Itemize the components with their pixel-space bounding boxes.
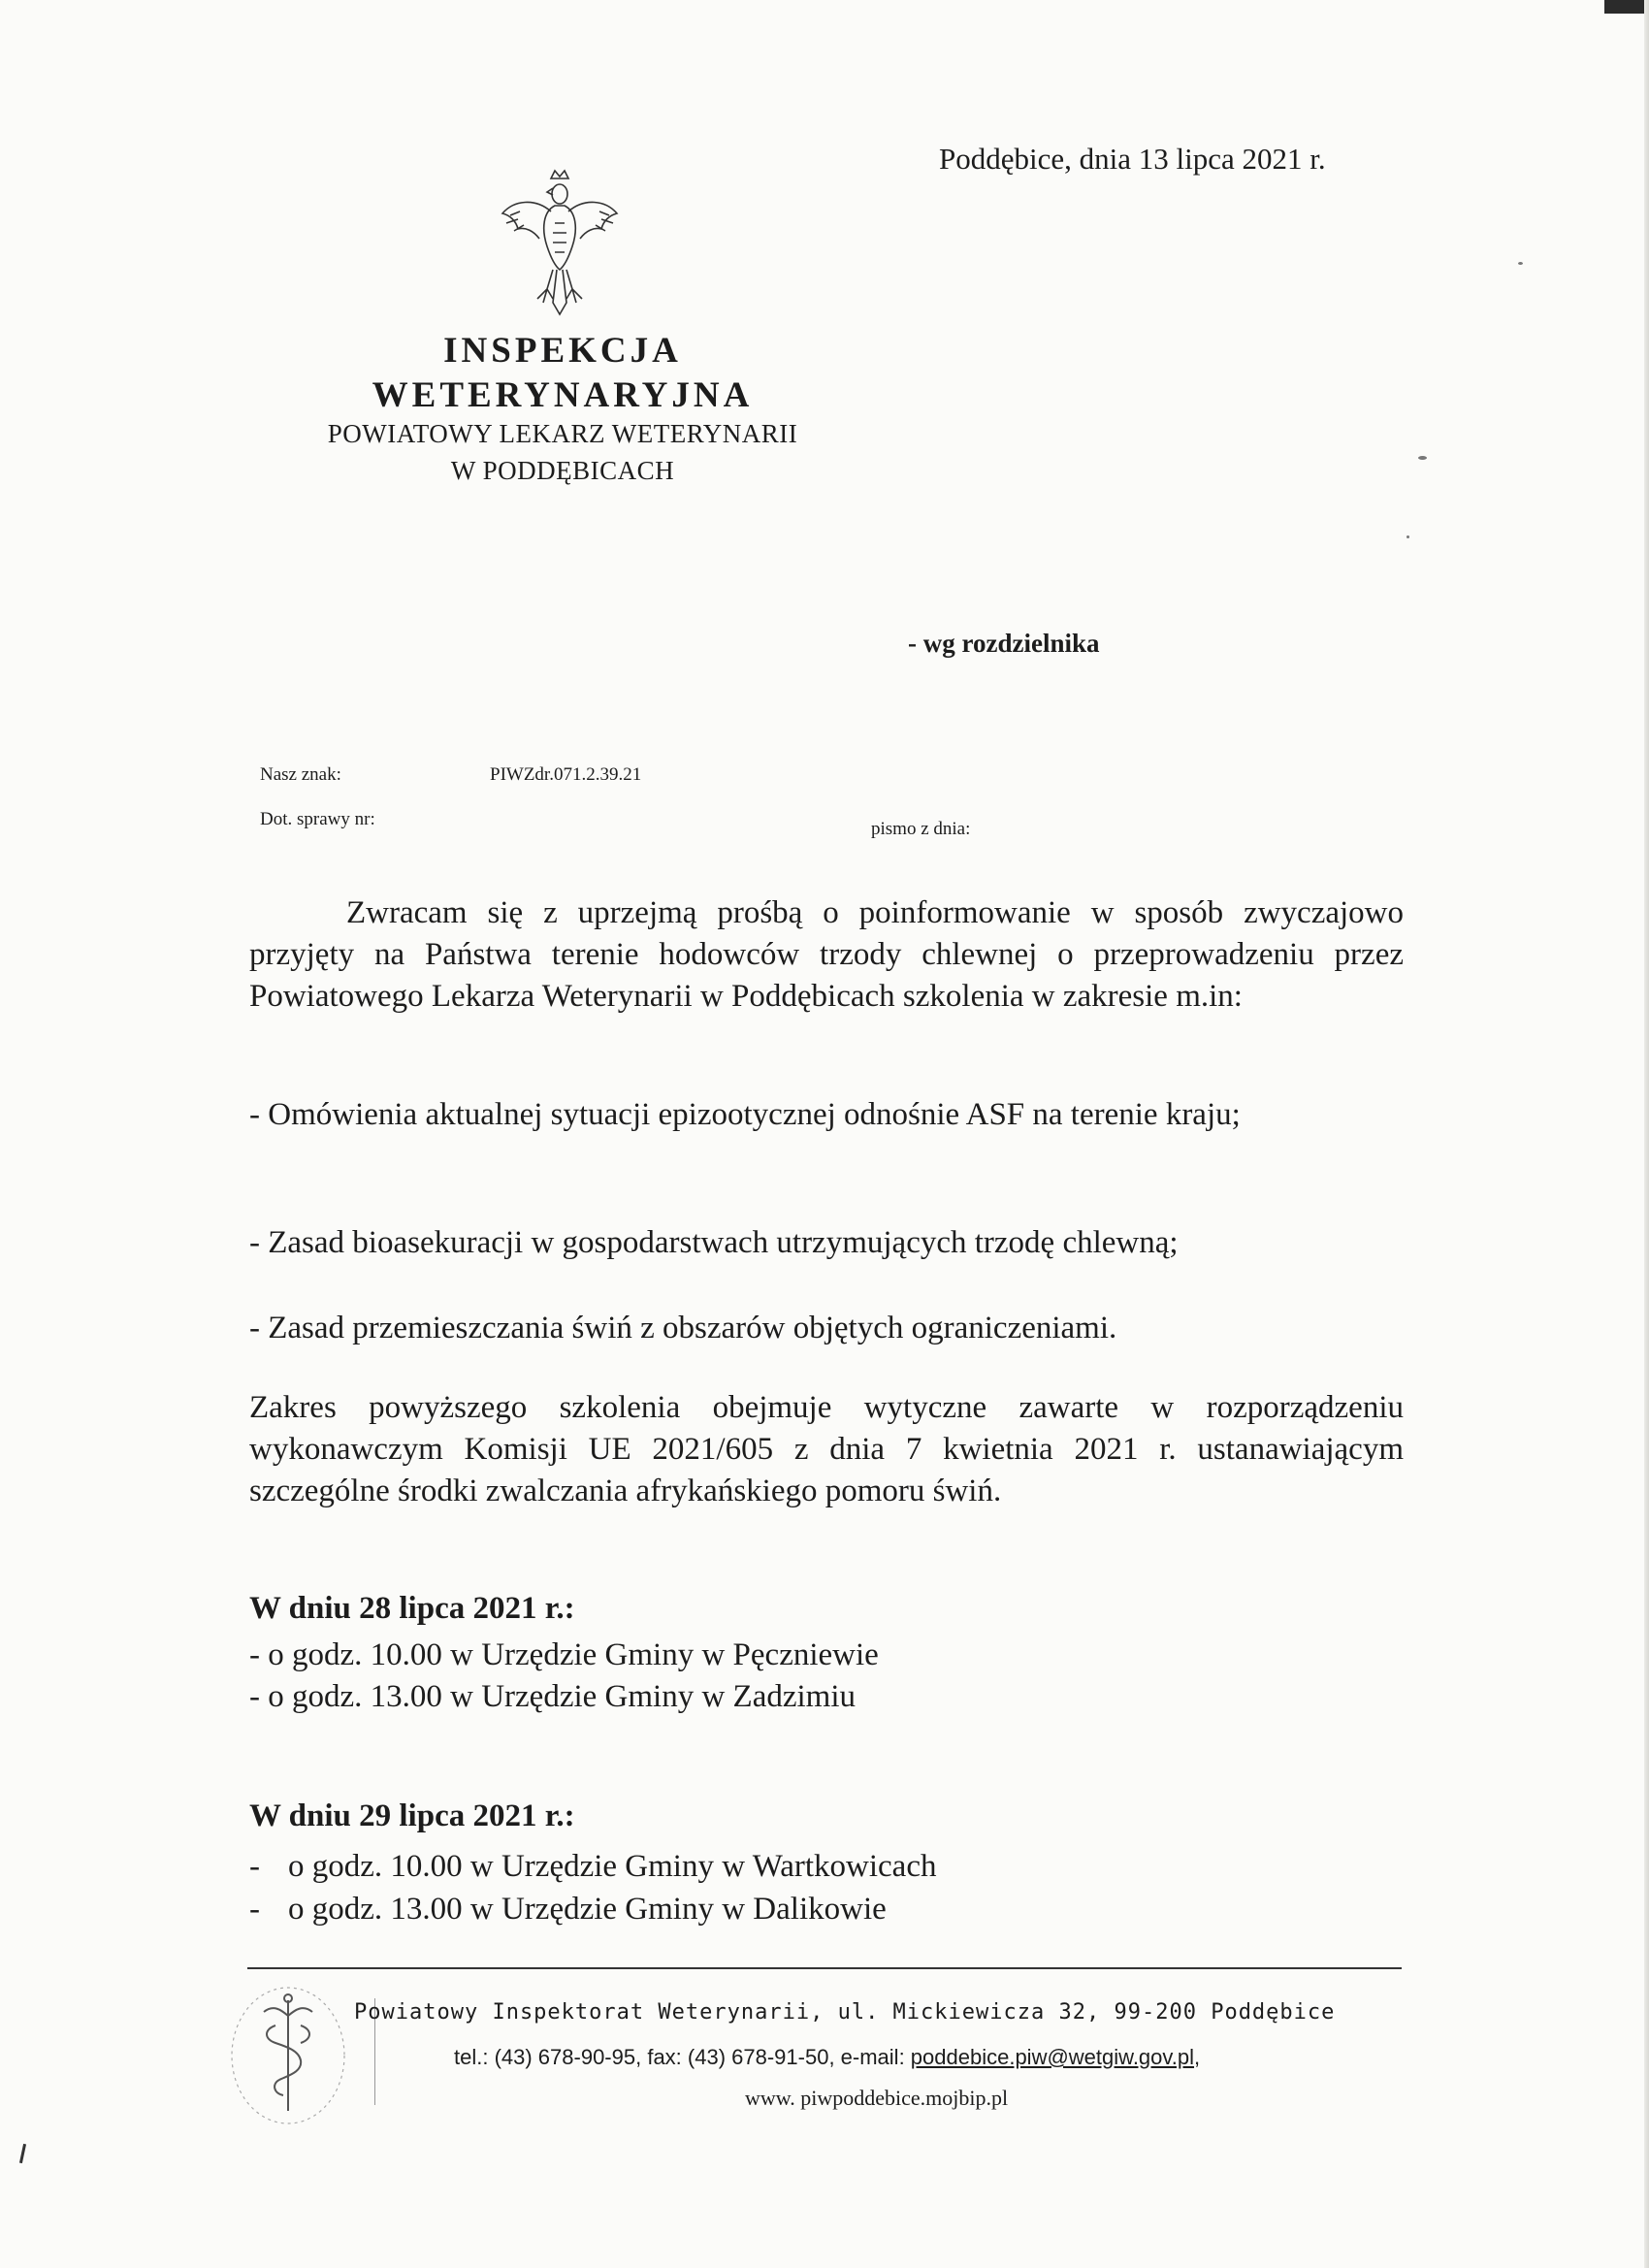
footer-divider [247,1967,1402,1969]
session-item: - o godz. 13.00 w Urzędzie Gminy w Zadzimiu [249,1679,857,1714]
session-item-text: o godz. 13.00 w Urzędzie Gminy w Dalikowie [288,1892,887,1927]
org-title: WETERYNARYJNA [372,375,754,415]
website-link[interactable]: www. piwpoddebice.mojbip.pl [745,2086,1009,2110]
scope-paragraph: Zakres powyższego szkolenia obejmuje wytyczne zawarte w rozporządzeniu wykonawczym Komisji UE 2021/605 z dnia 7 kwietnia 2021 r. ustanawiającym szczególne środki zwalczania afrykańskiego pomoru świń. [249,1390,1404,1508]
letter-date: Poddębice, dnia 13 lipca 2021 r. [939,142,1326,176]
scan-mark [1604,0,1649,14]
topic-item: - Zasad bioasekuracji w gospodarstwach utrzymujących trzodę chlewną; [249,1225,1179,1260]
caduceus-logo-icon [225,1983,351,2128]
footer-address: Powiatowy Inspektorat Weterynarii, ul. Mickiewicza 32, 99-200 Poddębice [354,2000,1336,2025]
session-item: - o godz. 10.00 w Urzędzie Gminy w Pęczniewie [249,1637,879,1672]
reference-number: PIWZdr.071.2.39.21 [490,764,642,785]
topic-item: - Zasad przemieszczania świń z obszarów objętych ograniczeniami. [249,1311,1117,1345]
email-link[interactable]: poddebice.piw@wetgiw.gov.pl [910,2045,1195,2069]
scan-speck [1518,262,1523,265]
session-date-heading: W dniu 28 lipca 2021 r.: [249,1591,575,1626]
org-subtitle: POWIATOWY LEKARZ WETERYNARII [327,419,798,448]
session-date-heading: W dniu 29 lipca 2021 r.: [249,1798,575,1833]
recipient-line: - wg rozdzielnika [908,629,1100,658]
polish-eagle-emblem-icon [497,169,623,319]
footer-contact [454,2045,1200,2070]
org-subtitle: W PODDĘBICACH [450,456,675,485]
scan-speck [1418,456,1427,460]
margin-pen-mark [19,2144,26,2163]
topic-item: - Omówienia aktualnej sytuacji epizootycznej odnośnie ASF na terenie kraju; [249,1097,1241,1132]
letter-date-label: pismo z dnia: [871,819,971,839]
footer-contact-text: tel.: (43) 678-90-95, fax: (43) 678-91-50, e-mail: [454,2045,911,2069]
reference-label: Nasz znak: [260,764,341,785]
list-dash: - [249,1849,260,1884]
scan-edge [1644,0,1649,2268]
intro-paragraph: Zwracam się z uprzejmą prośbą o poinformowanie w sposób zwyczajowo przyjęty na Państwa terenie hodowców trzody chlewnej o przeprowadzeniu przez Powiatowego Lekarza Weterynarii w Poddębicach szkolenia w zakresie m.in: [249,895,1404,1014]
footer-contact-suffix: , [1194,2045,1201,2069]
org-title: INSPEKCJA [443,331,682,371]
session-item-text: o godz. 10.00 w Urzędzie Gminy w Wartkowicach [288,1849,937,1884]
scan-speck [1406,535,1409,538]
case-number-label: Dot. sprawy nr: [260,809,375,829]
list-dash: - [249,1892,260,1927]
